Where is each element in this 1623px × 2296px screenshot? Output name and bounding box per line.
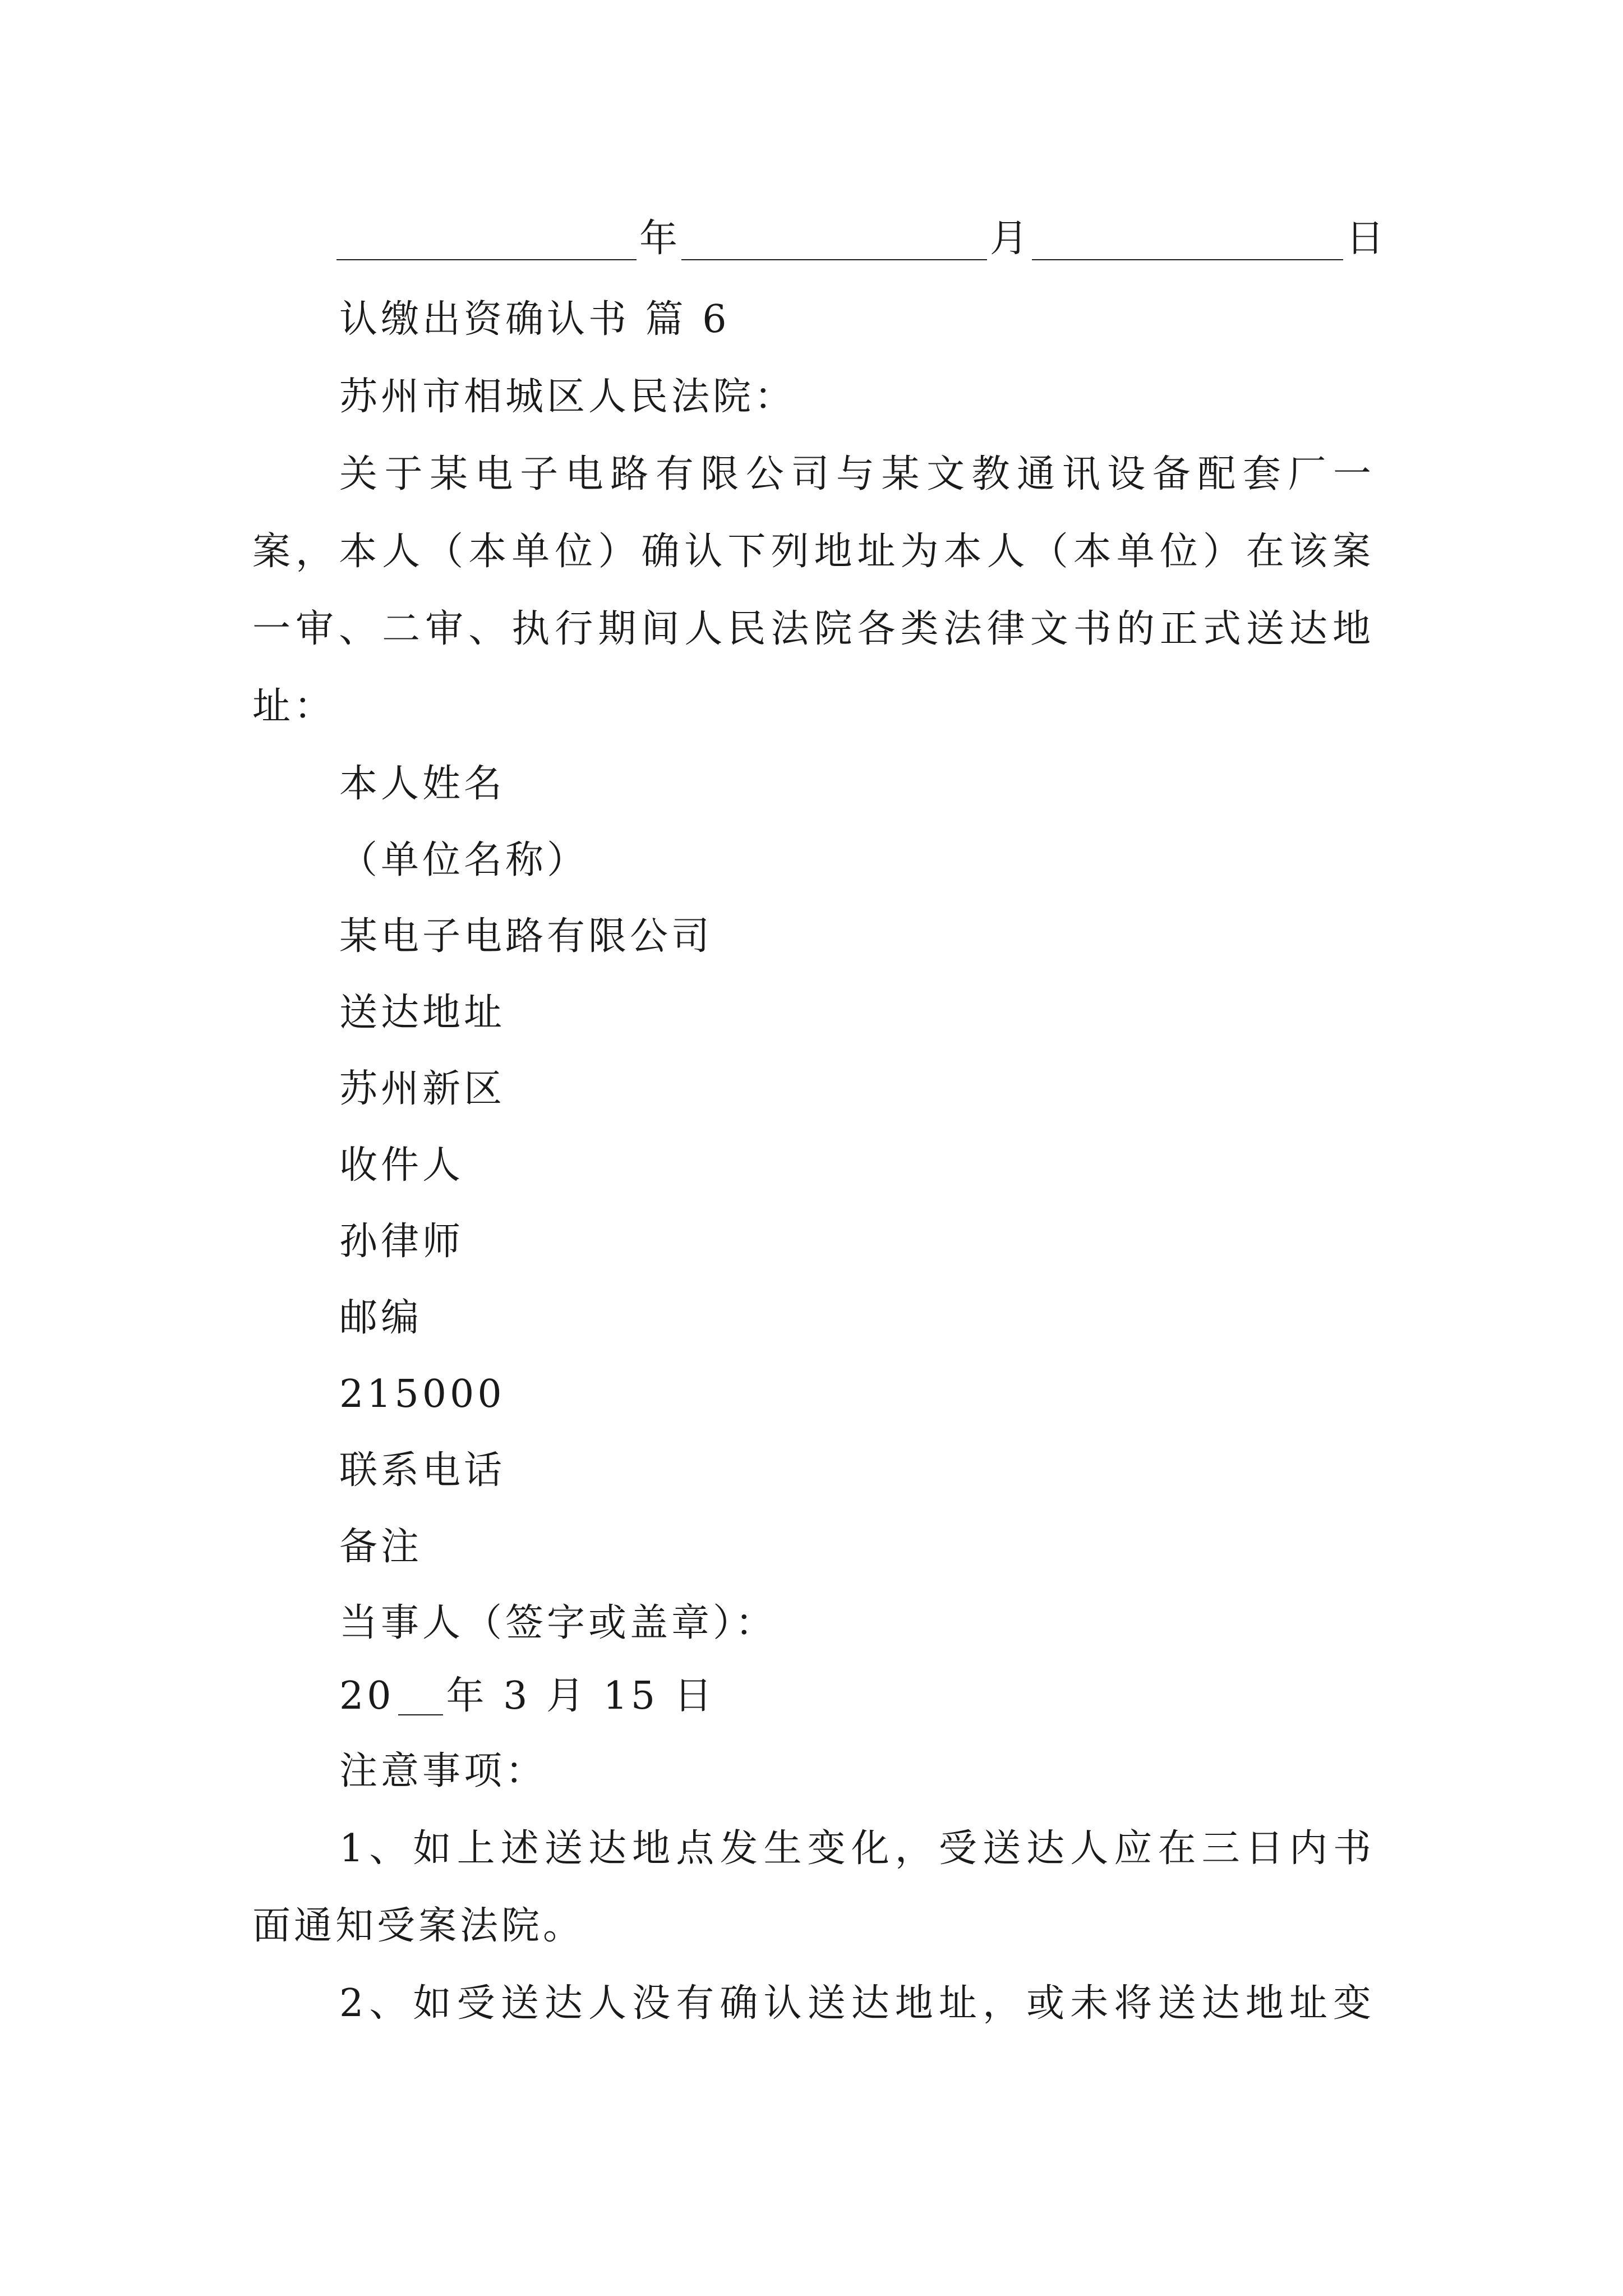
date-fill-line	[336, 217, 1388, 265]
year-blank[interactable]	[336, 259, 637, 260]
signature-date-suffix: 年 3 月 15 日	[446, 1674, 716, 1718]
month-blank[interactable]	[681, 259, 987, 260]
intro-line-3: 一审、二审、执行期间人民法院各类法律文书的正式送达地	[252, 607, 1371, 651]
address-label: 送达地址	[339, 991, 506, 1035]
signature-date-prefix: 20	[339, 1674, 395, 1718]
intro-line-2: 案，本人（本单位）确认下列地址为本人（本单位）在该案	[252, 530, 1371, 574]
signature-year-blank[interactable]	[398, 1681, 443, 1715]
unit-label: （单位名称）	[339, 838, 589, 882]
recipient-value: 孙律师	[339, 1220, 464, 1264]
intro-line-4: 址：	[252, 684, 336, 729]
remark-label: 备注	[339, 1525, 423, 1569]
day-blank[interactable]	[1032, 259, 1343, 260]
address-value: 苏州新区	[339, 1067, 506, 1111]
intro-line-1: 关于某电子电路有限公司与某文教通讯设备配套厂一	[339, 452, 1371, 496]
name-label: 本人姓名	[339, 762, 506, 806]
month-label: 月	[990, 217, 1029, 261]
unit-value: 某电子电路有限公司	[339, 914, 713, 959]
notes-title: 注意事项：	[339, 1749, 547, 1793]
note-1-line-1: 1、如上述送达地点发生变化，受送达人应在三日内书	[339, 1826, 1371, 1871]
recipient-label: 收件人	[339, 1143, 464, 1188]
signature-label: 当事人（签字或盖章）：	[339, 1601, 777, 1645]
note-1-line-2: 面通知受案法院。	[252, 1904, 585, 1948]
signature-date	[339, 1674, 716, 1718]
note-2-line-1: 2、如受送达人没有确认送达地址，或未将送达地址变	[339, 1981, 1371, 2026]
year-label: 年	[639, 217, 678, 261]
addressee: 苏州市相城区人民法院：	[339, 375, 796, 419]
postcode-label: 邮编	[339, 1296, 423, 1340]
section-title: 认缴出资确认书 篇 6	[339, 297, 730, 342]
phone-label: 联系电话	[339, 1448, 506, 1493]
day-label: 日	[1346, 217, 1385, 261]
postcode-value: 215000	[339, 1372, 505, 1416]
